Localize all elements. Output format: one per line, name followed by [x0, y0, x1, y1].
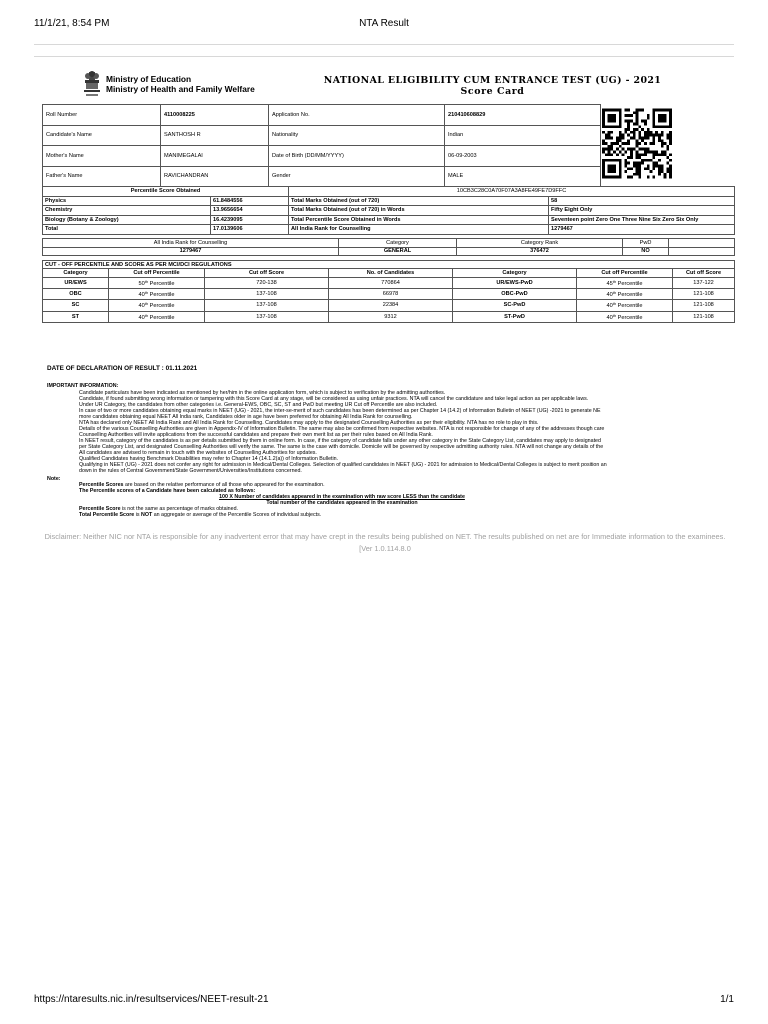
- rank-value: 1279467: [43, 247, 339, 256]
- ministry-health: Ministry of Health and Family Welfare: [106, 84, 255, 94]
- percentile-word: Percentile: [617, 303, 643, 310]
- print-footer: [34, 994, 734, 1005]
- score-value: Seventeen point Zero One Three Nine Six Zero Six Only: [549, 215, 735, 225]
- cutoff-score: 137-108: [205, 311, 329, 322]
- header-rule: [34, 44, 734, 45]
- roll-value: 4110008225: [161, 105, 269, 126]
- category-header: Category: [339, 239, 457, 248]
- table-row: [43, 311, 735, 322]
- percentile-word: Percentile: [149, 314, 175, 321]
- percentile-number: 45: [606, 281, 613, 288]
- nat-label: Nationality: [269, 125, 445, 146]
- name-label: Candidate's Name: [43, 125, 161, 146]
- col-header: Category: [43, 269, 109, 278]
- cutoff-percentile: [577, 289, 673, 300]
- header-rule-2: [34, 56, 734, 57]
- rank-header: All India Rank for Counselling: [43, 239, 339, 248]
- category-rank-value: 376472: [457, 247, 623, 256]
- app-label: Application No.: [269, 105, 445, 126]
- percentile-header: Percentile Score Obtained: [43, 187, 289, 197]
- table-row: [43, 105, 601, 126]
- gender-value: MALE: [445, 166, 601, 187]
- disclaimer: Disclaimer: Neither NIC nor NTA is responsible for any inadvertent error that may have crept in the results being published on NET. The results published on net are for Immediate information to the examinees. [Ver 1.0.114.8.0: [44, 532, 726, 553]
- col-header: No. of Candidates: [329, 269, 453, 278]
- category-name: UR/EWS: [43, 278, 109, 289]
- percentile-number: 40: [606, 292, 613, 299]
- table-row: [43, 225, 735, 235]
- cutoff-table: [42, 260, 735, 323]
- cutoff-percentile: [109, 300, 205, 311]
- candidate-count: 66978: [329, 289, 453, 300]
- mother-label: Mother's Name: [43, 146, 161, 167]
- col-header: Cut off Score: [673, 269, 735, 278]
- important-heading: IMPORTANT INFORMATION:: [47, 383, 119, 389]
- print-header: [34, 18, 734, 30]
- col-header: Cut off Score: [205, 269, 329, 278]
- name-value: SANTHOSH R: [161, 125, 269, 146]
- subject-name: Total: [43, 225, 211, 235]
- percentile-number: 40: [138, 292, 145, 299]
- rank-table: [42, 238, 735, 256]
- list-item: 5. NTA has declared only NEET All India Rank and All India Rank for Counselling. Candidates may apply to the designated Counselling Authorities as per their eligibility. NTA has no role to play in this.: [79, 420, 737, 426]
- dob-value: 06-09-2003: [445, 146, 601, 167]
- note-list: [47, 482, 737, 494]
- subject-name: Biology (Botany & Zoology): [43, 215, 211, 225]
- item-text-cont: more candidates obtaining equal NEET All India rank, Candidates older in age have been preferred for obtaining All India Rank for counselling.: [79, 414, 413, 420]
- item-text: Qualifying in NEET (UG) - 2021 does not confer any right for admission in Medical/Dental Colleges. Selection of qualified candidates in NEET (UG) - 2021 for admission to Medical/Dental Colleges is subject to merit position an: [79, 462, 607, 468]
- emblem-icon: [80, 70, 104, 102]
- percentile-word: Percentile: [617, 314, 643, 321]
- cutoff-percentile: [577, 311, 673, 322]
- cutoff-percentile: [109, 289, 205, 300]
- list-item: 2. Candidate, if found submitting wrong information or tampering with this Score Card at any stage, will be considered as using unfair practices. NTA will cancel the candidature and take legal action as per applicable laws.: [79, 396, 737, 402]
- note-text: an aggregate or average of the Percentile Scores of individual subjects.: [152, 512, 322, 518]
- candidate-count: 9312: [329, 311, 453, 322]
- ordinal-suffix: th: [144, 279, 149, 285]
- category-value: GENERAL: [339, 247, 457, 256]
- score-label: Total Marks Obtained (out of 720): [289, 196, 549, 206]
- list-item: [79, 408, 737, 420]
- candidate-count: 22384: [329, 300, 453, 311]
- note-bold: Percentile Scores: [79, 482, 124, 488]
- cutoff-percentile: [577, 278, 673, 289]
- percentile-word: Percentile: [617, 281, 643, 288]
- pwd-cutoff-score: 121-108: [673, 289, 735, 300]
- ordinal-suffix: th: [612, 312, 617, 318]
- subject-percentile: 17.0139606: [211, 225, 289, 235]
- subject-percentile: 13.9656654: [211, 206, 289, 216]
- pwd-value: NO: [623, 247, 669, 256]
- score-value: 58: [549, 196, 735, 206]
- list-item: 6. Details of the various Counselling Authorities are given in Appendix-IV of Information Bulletin. The same may also be confirmed from respective websites. NTA is not responsible for change of any of the addresses though care: [79, 426, 737, 432]
- pwd-cutoff-score: 137-122: [673, 278, 735, 289]
- table-row: [43, 187, 735, 197]
- percentile-number: 40: [138, 303, 145, 310]
- important-info: [47, 362, 737, 518]
- note-bold: Percentile Score: [79, 506, 121, 512]
- subject-name: Physics: [43, 196, 211, 206]
- mother-value: MANIMEGALAI: [161, 146, 269, 167]
- percentile-word: Percentile: [617, 292, 643, 299]
- table-row: [43, 166, 601, 187]
- empty-cell: [669, 239, 735, 248]
- list-item: 10. Qualified Candidates having Benchmark Disabilities may refer to Chapter 14 (14.1.2(a)) of Information Bulletin.: [79, 456, 737, 462]
- ordinal-suffix: th: [144, 312, 149, 318]
- table-row: [43, 125, 601, 146]
- table-row: [43, 206, 735, 216]
- list-item: 1. Candidate particulars have been indicated as mentioned by her/him in the online application form, which is subject to verification by the admitting authorities.: [79, 390, 737, 396]
- score-value: Fifty Eight Only: [549, 206, 735, 216]
- important-list: [47, 390, 737, 474]
- pwd-cutoff-score: 121-108: [673, 311, 735, 322]
- cutoff-percentile: [577, 300, 673, 311]
- cutoff-score: 137-108: [205, 300, 329, 311]
- score-label: All India Rank for Counselling: [289, 225, 549, 235]
- cutoff-percentile: [109, 278, 205, 289]
- subject-percentile: 16.4239095: [211, 215, 289, 225]
- ordinal-suffix: th: [612, 290, 617, 296]
- category-name: OBC: [43, 289, 109, 300]
- note-text: is not the same as percentage of marks obtained.: [120, 506, 238, 512]
- ministry-education: Ministry of Education: [106, 74, 192, 84]
- score-table: [42, 186, 735, 235]
- candidate-info-table: [42, 104, 601, 187]
- item-text-cont: per State Category List, and designated Counselling Authorities will verify the same. The same is the case with domicile. Domicile will be governed by respective admitting authority rules. NTA will not change any details of the: [79, 444, 604, 450]
- percentile-number: 40: [606, 303, 613, 310]
- col-header: Category: [453, 269, 577, 278]
- print-title: NTA Result: [359, 18, 409, 29]
- percentile-word: Percentile: [149, 281, 175, 288]
- table-row: [43, 289, 735, 300]
- pwd-category-name: OBC-PwD: [453, 289, 577, 300]
- category-name: ST: [43, 311, 109, 322]
- cutoff-percentile: [109, 311, 205, 322]
- note-not: NOT: [141, 512, 153, 518]
- item-text: In NEET result, category of the candidates is as per details submitted by them in online form. In case, if the category of candidate falls under any other category in the State Category List, candidates may apply to designated: [79, 438, 601, 444]
- note-bold: Total Percentile Score: [79, 512, 135, 518]
- declaration-date: DATE OF DECLARATION OF RESULT : 01.11.2021: [47, 365, 198, 372]
- table-row: [43, 300, 735, 311]
- percentile-word: Percentile: [149, 303, 175, 310]
- pwd-cutoff-score: 121-108: [673, 300, 735, 311]
- percentile-number: 50: [138, 281, 145, 288]
- table-row: [43, 239, 735, 248]
- list-item: [79, 462, 737, 474]
- table-row: [43, 247, 735, 256]
- list-item: [79, 438, 737, 450]
- item-text: In case of two or more candidates obtaining equal marks in NEET (UG) - 2021, the inter-se-merit of such candidates has been determined as per Chapter 14 (14.2) of Information Bulletin of NEET (UG) -2021 to generate NE: [79, 408, 601, 414]
- page-number: 1/1: [720, 994, 734, 1005]
- percentile-number: 40: [138, 314, 145, 321]
- note-list-2: [47, 506, 737, 518]
- candidate-count: 770864: [329, 278, 453, 289]
- note-bold: The Percentile scores of a Candidate have been calculated as follows:: [79, 488, 256, 494]
- table-header-row: [43, 269, 735, 278]
- col-header: Cut off Percentile: [109, 269, 205, 278]
- gender-label: Gender: [269, 166, 445, 187]
- formula-numerator: 100 X Number of candidates appeared in the examination with raw score LESS than the candidate: [219, 494, 465, 500]
- list-item: [79, 512, 737, 518]
- cutoff-score: 720-138: [205, 278, 329, 289]
- note-heading: Note:: [47, 476, 61, 482]
- pwd-category-name: ST-PwD: [453, 311, 577, 322]
- category-rank-header: Category Rank: [457, 239, 623, 248]
- note-text: are based on the relative performance of all those who appeared for the examination.: [123, 482, 325, 488]
- cutoff-score: 137-108: [205, 289, 329, 300]
- roll-label: Roll Number: [43, 105, 161, 126]
- page-url[interactable]: https://ntaresults.nic.in/resultservices/NEET-result-21: [34, 994, 269, 1005]
- score-value: 1279467: [549, 225, 735, 235]
- subject-percentile: 61.8484556: [211, 196, 289, 206]
- qr-code-icon: [602, 104, 672, 183]
- ordinal-suffix: th: [612, 279, 617, 285]
- score-card: [40, 60, 733, 520]
- ordinal-suffix: th: [612, 301, 617, 307]
- note-text: is: [134, 512, 142, 518]
- score-label: Total Marks Obtained (out of 720) in Words: [289, 206, 549, 216]
- app-value: 210410608829: [445, 105, 601, 126]
- list-item: 7. Counselling Authorities will invite applications from the successful candidates and prepare their own merit list as per their rules based on All India Rank.: [79, 432, 737, 438]
- exam-title-block: [290, 75, 695, 97]
- empty-cell: [669, 247, 735, 256]
- pwd-category-name: SC-PwD: [453, 300, 577, 311]
- percentile-formula: [127, 494, 557, 506]
- table-row: [43, 278, 735, 289]
- subject-name: Chemistry: [43, 206, 211, 216]
- formula-denominator: Total number of the candidates appeared in the examination: [266, 500, 418, 506]
- pwd-category-name: UR/EWS-PwD: [453, 278, 577, 289]
- father-value: RAVICHANDRAN: [161, 166, 269, 187]
- table-row: [43, 196, 735, 206]
- list-item: 3. Under UR Category, the candidates from other categories i.e. General-EWS, OBC, SC, ST and PwD but meeting UR Cut off Percentile are also included.: [79, 402, 737, 408]
- dob-label: Date of Birth (DD/MM/YYYY): [269, 146, 445, 167]
- ministry-names: [106, 74, 255, 94]
- list-item: 9. All candidates are advised to remain in touch with the websites of Counselling Authorities for updates.: [79, 450, 737, 456]
- cutoff-title: CUT - OFF PERCENTILE AND SCORE AS PER MCI/DCI REGULATIONS: [43, 261, 735, 269]
- table-row: [43, 261, 735, 269]
- col-header: Cut off Percentile: [577, 269, 673, 278]
- exam-subtitle: Score Card: [460, 86, 525, 97]
- ordinal-suffix: th: [144, 301, 149, 307]
- nat-value: Indian: [445, 125, 601, 146]
- score-label: Total Percentile Score Obtained in Words: [289, 215, 549, 225]
- percentile-number: 40: [606, 314, 613, 321]
- print-datetime: 11/1/21, 8:54 PM: [34, 18, 110, 29]
- category-name: SC: [43, 300, 109, 311]
- item-text-cont: down in the rules of Central Government/State Government/Universities/Institutions concerned.: [79, 468, 302, 474]
- percentile-word: Percentile: [149, 292, 175, 299]
- table-row: [43, 146, 601, 167]
- result-hash: 10CB3C28C0A70F07A3A8FE49FE7D9FFC: [289, 187, 735, 197]
- exam-title: NATIONAL ELIGIBILITY CUM ENTRANCE TEST (UG) - 2021: [323, 75, 662, 86]
- pwd-header: PwD: [623, 239, 669, 248]
- table-row: [43, 215, 735, 225]
- ordinal-suffix: th: [144, 290, 149, 296]
- father-label: Father's Name: [43, 166, 161, 187]
